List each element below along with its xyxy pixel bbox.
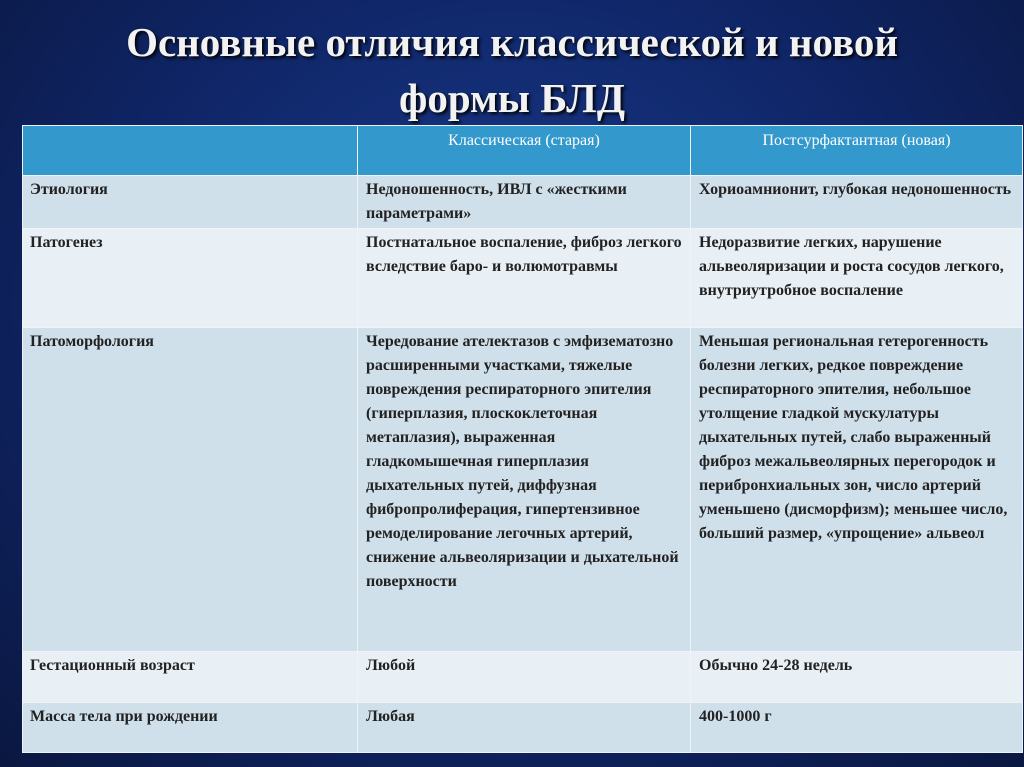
new-cell: 400-1000 г: [691, 703, 1023, 753]
table-row-gestational-age: [23, 652, 1023, 703]
classic-cell: Любая: [358, 703, 691, 753]
row-label-cell: Гестационный возраст: [23, 652, 358, 703]
table-row-pathogenesis: [23, 229, 1023, 328]
table-row-birth-weight: [23, 703, 1023, 753]
table-header-row: [23, 126, 1023, 176]
row-label-cell: Этиология: [23, 176, 358, 229]
slide-title: [0, 14, 1024, 126]
row-label-cell: Патоморфология: [23, 328, 358, 652]
new-cell: Хориоамнионит, глубокая недоношенность: [691, 176, 1023, 229]
classic-cell: Недоношенность, ИВЛ с «жесткими параметрами»: [358, 176, 691, 229]
comparison-table: [22, 125, 1023, 753]
row-label-cell: Масса тела при рождении: [23, 703, 358, 753]
new-cell: Меньшая региональная гетерогенность болезни легких, редкое повреждение респираторного эпителия, небольшое утолщение гладкой мускулатуры дыхательных путей, слабо выраженный фиброз межальвеолярных перегородок и перибронхиальных зон, число артерий уменьшено (дисморфизм); меньшее число, больший размер, «упрощение» альвеол: [691, 328, 1023, 652]
row-label-cell: Патогенез: [23, 229, 358, 328]
classic-cell: Чередование ателектазов с эмфизематозно расширенными участками, тяжелые повреждения респираторного эпителия (гиперплазия, плоскоклеточная метаплазия), выраженная гладкомышечная гиперплазия дыхательных путей, диффузная фибропролиферация, гипертензивное ремоделирование легочных артерий, снижение альвеоляризации и дыхательной поверхности: [358, 328, 691, 652]
header-cell-classic: Классическая (старая): [358, 126, 691, 176]
header-cell-empty: [23, 126, 358, 176]
classic-cell: Любой: [358, 652, 691, 703]
table-row-etiology: [23, 176, 1023, 229]
slide-title-line-2: формы БЛД: [398, 75, 626, 121]
new-cell: Недоразвитие легких, нарушение альвеоляризации и роста сосудов легкого, внутриутробное воспаление: [691, 229, 1023, 328]
slide-title-line-1: Основные отличия классической и новой: [126, 19, 898, 65]
header-cell-new: Постсурфактантная (новая): [691, 126, 1023, 176]
new-cell: Обычно 24-28 недель: [691, 652, 1023, 703]
table-row-pathomorphology: [23, 328, 1023, 652]
classic-cell: Постнатальное воспаление, фиброз легкого вследствие баро- и волюмотравмы: [358, 229, 691, 328]
